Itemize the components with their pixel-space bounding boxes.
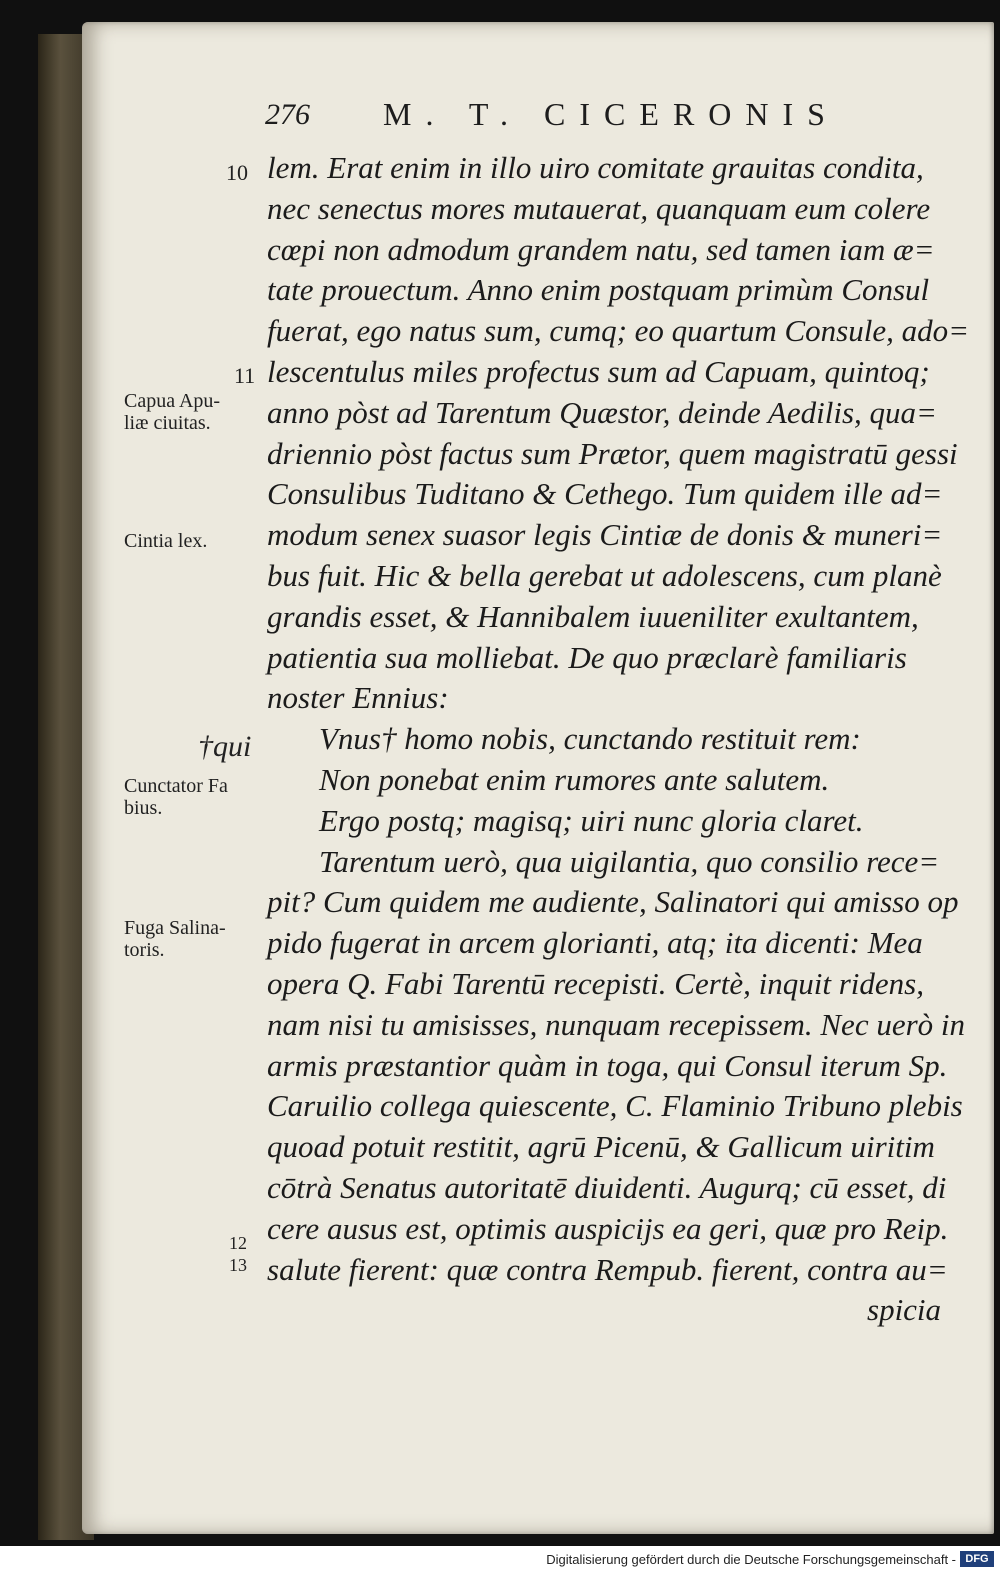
text-line: fuerat, ego natus sum, cumq; eo quartum Consule, ado= [267, 313, 970, 348]
text-line: noster Ennius: [267, 680, 449, 715]
text-line: driennio pòst factus sum Prætor, quem magistratū gessi [267, 436, 958, 471]
margin-note: †qui [198, 730, 252, 763]
footer-bar [0, 1546, 1000, 1573]
text-line: cōtrà Senatus autoritatē diuidenti. Augurq; cū esset, di [267, 1170, 947, 1205]
text-line: patientia sua molliebat. De quo præclarè familiaris [267, 640, 907, 675]
page-number: 276 [265, 98, 310, 131]
margin-note: Cunctator Fa bius. [124, 775, 228, 819]
margin-note: Cintia lex. [124, 530, 208, 552]
line-number: 13 [229, 1255, 247, 1275]
text-line: nam nisi tu amisisses, nunquam recepissem. Nec uerò in [267, 1007, 966, 1042]
verse-line: Non ponebat enim rumores ante salutem. [319, 762, 830, 797]
funding-credit: Digitalisierung gefördert durch die Deutsche Forschungsgemeinschaft - [546, 1552, 956, 1567]
text-line: Caruilio collega quiescente, C. Flaminio Tribuno plebis [267, 1088, 963, 1123]
catchword: spicia [867, 1292, 942, 1327]
margin-note: Fuga Salina- toris. [124, 917, 226, 961]
text-line: grandis esset, & Hannibalem iuueniliter exultantem, [267, 599, 919, 634]
text-line: opera Q. Fabi Tarentū recepisti. Certè, inquit ridens, [267, 966, 924, 1001]
text-line: cere ausus est, optimis auspicijs ea geri, quæ pro Reip. [267, 1211, 949, 1246]
text-line: Consulibus Tuditano & Cethego. Tum quidem ille ad= [267, 476, 943, 511]
page-header [265, 92, 855, 136]
text-line: pido fugerat in arcem glorianti, atq; ita dicenti: Mea [267, 925, 923, 960]
text-line: lem. Erat enim in illo uiro comitate grauitas condita, [267, 150, 924, 185]
text-line: salute fierent: quæ contra Rempub. fierent, contra au= [267, 1252, 948, 1287]
margin-note: Capua Apu- liæ ciuitas. [124, 390, 221, 434]
text-line: cœpi non admodum grandem natu, sed tamen iam æ= [267, 232, 935, 267]
text-line: lescentulus miles profectus sum ad Capuam, quintoq; [267, 354, 930, 389]
verse-line: Ergo postq; magisq; uiri nunc gloria claret. [319, 803, 864, 838]
text-line: armis præstantior quàm in toga, qui Consul iterum Sp. [267, 1048, 948, 1083]
text-line: tate prouectum. Anno enim postquam primùm Consul [267, 272, 930, 307]
dfg-logo: DFG [960, 1551, 994, 1567]
line-number: 12 [229, 1233, 247, 1253]
text-line: Tarentum uerò, qua uigilantia, quo consilio rece= [319, 844, 940, 879]
text-line: bus fuit. Hic & bella gerebat ut adolescens, cum planè [267, 558, 942, 593]
line-number: 11 [234, 363, 256, 388]
verse-line: Vnus† homo nobis, cunctando restituit rem: [319, 721, 861, 756]
text-line: modum senex suasor legis Cintiæ de donis & muneri= [267, 517, 943, 552]
text-line: anno pòst ad Tarentum Quæstor, deinde Aedilis, qua= [267, 395, 937, 430]
text-line: nec senectus mores mutauerat, quanquam eum colere [267, 191, 931, 226]
text-line: pit? Cum quidem me audiente, Salinatori qui amisso op [267, 884, 959, 919]
running-title: M. T. CICERONIS [383, 96, 839, 132]
line-number: 10 [226, 160, 248, 185]
text-line: quoad potuit restitit, agrū Picenū, & Gallicum uiritim [267, 1129, 935, 1164]
